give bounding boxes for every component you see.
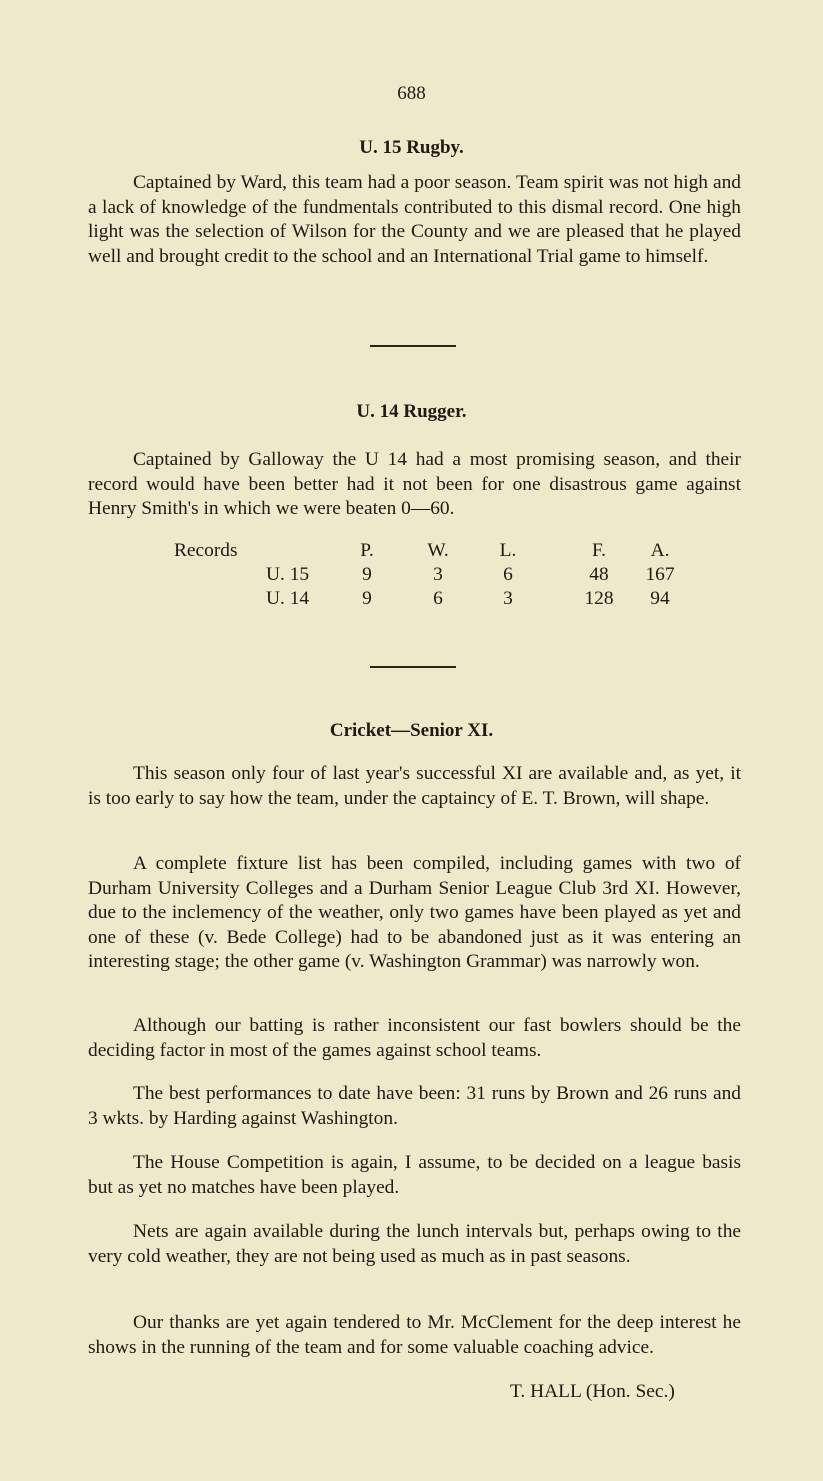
section-heading-u14-rugger: U. 14 Rugger. xyxy=(356,401,467,422)
records-header-l: L. xyxy=(499,540,517,561)
section-divider xyxy=(370,345,456,347)
records-cell: 167 xyxy=(645,564,675,585)
paragraph-cricket-5: The House Competition is again, I assume, to be decided on a league basis but as yet no matches have been played. xyxy=(88,1152,741,1198)
paragraph-cricket-1: This season only four of last year's successful XI are available and, as yet, it is too early to say how the team, under the captaincy of E. T. Brown, will shape. xyxy=(88,763,741,809)
signoff: T. HALL (Hon. Sec.) xyxy=(510,1381,675,1402)
records-cell: 9 xyxy=(362,588,372,609)
section-heading-u15-rugby: U. 15 Rugby. xyxy=(359,137,464,158)
page-number: 688 xyxy=(397,83,426,104)
records-cell: 6 xyxy=(503,564,513,585)
records-header-w: W. xyxy=(427,540,449,561)
records-header-p: P. xyxy=(360,540,374,561)
records-header-a: A. xyxy=(650,540,670,561)
paragraph-cricket-3: Although our batting is rather inconsistent our fast bowlers should be the deciding factor in most of the games against school teams. xyxy=(88,1015,741,1061)
records-cell: 128 xyxy=(584,588,614,609)
records-header-f: F. xyxy=(591,540,607,561)
paragraph-cricket-7: Our thanks are yet again tendered to Mr. McClement for the deep interest he shows in the running of the team and for some valuable coaching advice. xyxy=(88,1312,741,1358)
records-row-team: U. 15 xyxy=(266,564,310,585)
records-row-team: U. 14 xyxy=(266,588,310,609)
records-cell: 48 xyxy=(589,564,609,585)
paragraph-u15-rugby: Captained by Ward, this team had a poor season. Team spirit was not high and a lack of knowledge of the fundmentals contributed to this dismal record. One high light was the selection of Wilson for the County and we are pleased that he played well and brought credit to the school and an International Trial game to himself. xyxy=(88,172,741,267)
section-divider xyxy=(370,666,456,668)
records-cell: 6 xyxy=(433,588,443,609)
paragraph-u14-rugger: Captained by Galloway the U 14 had a most promising season, and their record would have been better had it not been for one disastrous game against Henry Smith's in which we were beaten 0—60. xyxy=(88,449,741,519)
paragraph-cricket-6: Nets are again available during the lunch intervals but, perhaps owing to the very cold weather, they are not being used as much as in past seasons. xyxy=(88,1221,741,1267)
section-heading-cricket-senior: Cricket—Senior XI. xyxy=(329,720,494,741)
paragraph-cricket-4: The best performances to date have been: 31 runs by Brown and 26 runs and 3 wkts. by Harding against Washington. xyxy=(88,1083,741,1129)
records-cell: 9 xyxy=(362,564,372,585)
records-cell: 3 xyxy=(433,564,443,585)
records-cell: 3 xyxy=(503,588,513,609)
records-cell: 94 xyxy=(650,588,670,609)
records-label: Records xyxy=(174,540,238,561)
paragraph-cricket-2: A complete fixture list has been compiled, including games with two of Durham University Colleges and a Durham Senior League Club 3rd XI. However, due to the inclemency of the weather, only two games have been played as yet and one of these (v. Bede College) had to be abandoned just as it was entering an interesting stage; the other game (v. Washington Grammar) was narrowly won. xyxy=(88,853,741,972)
